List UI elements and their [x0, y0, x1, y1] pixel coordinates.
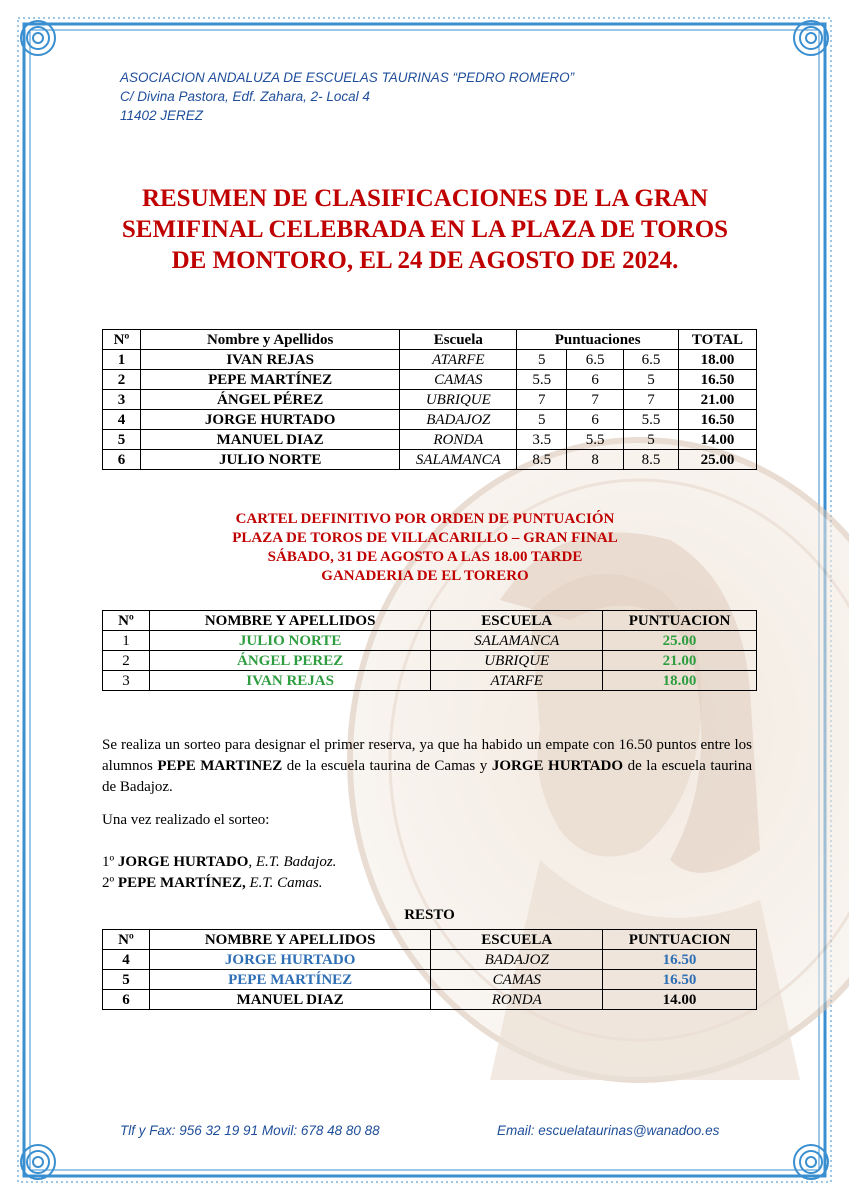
cell-n: 2 — [103, 370, 141, 390]
text-span: , — [248, 854, 256, 870]
text-span: PEPE MARTÍNEZ, — [117, 875, 246, 891]
cell-n: 4 — [103, 410, 141, 430]
cell-school: UBRIQUE — [400, 390, 517, 410]
text-span: PEPE MARTINEZ — [157, 758, 283, 774]
cell-total: 25.00 — [679, 450, 757, 470]
cell-score: 16.50 — [603, 950, 757, 970]
cell-school: RONDA — [400, 430, 517, 450]
cell-name: MANUEL DIAZ — [140, 430, 399, 450]
cell-total: 21.00 — [679, 390, 757, 410]
table-row — [103, 370, 757, 390]
table-row — [103, 631, 757, 651]
cell-total: 14.00 — [679, 430, 757, 450]
cell-name: JULIO NORTE — [149, 631, 430, 651]
table-row — [103, 671, 757, 691]
text-span: 2º — [102, 875, 118, 891]
cell-school: CAMAS — [431, 970, 603, 990]
cell-name: MANUEL DIAZ — [149, 990, 430, 1010]
cell-score: 7 — [517, 390, 567, 410]
resto-header-row — [103, 930, 757, 950]
cell-n: 1 — [103, 631, 150, 651]
cell-name: JORGE HURTADO — [140, 410, 399, 430]
association-city: 11402 JEREZ — [120, 108, 204, 123]
col-header-scores: Puntuaciones — [517, 330, 679, 350]
col-header-school: ESCUELA — [431, 611, 603, 631]
cell-name: JULIO NORTE — [140, 450, 399, 470]
cell-name: IVAN REJAS — [149, 671, 430, 691]
table-row — [103, 350, 757, 370]
title-line-1: RESUMEN DE CLASIFICACIONES DE LA GRAN — [141, 185, 709, 212]
draw-results — [102, 852, 752, 894]
cell-name: ÁNGEL PÉREZ — [140, 390, 399, 410]
cell-score: 5 — [624, 370, 679, 390]
table-row — [103, 651, 757, 671]
cell-score: 6 — [567, 410, 624, 430]
col-header-n: Nº — [103, 330, 141, 350]
cell-score: 7 — [624, 390, 679, 410]
title-line-2: SEMIFINAL CELEBRADA EN LA PLAZA DE TOROS — [121, 216, 729, 243]
table-row — [103, 410, 757, 430]
cell-score: 5.5 — [567, 430, 624, 450]
page-title — [100, 183, 750, 276]
text-span: 1º — [102, 854, 118, 870]
col-header-total: TOTAL — [679, 330, 757, 350]
cell-name: IVAN REJAS — [140, 350, 399, 370]
cartel-line-4: GANADERIA DE EL TORERO — [321, 568, 529, 584]
cell-score: 18.00 — [603, 671, 757, 691]
cell-score: 8 — [567, 450, 624, 470]
cell-score: 5 — [517, 410, 567, 430]
draw-result-1 — [102, 852, 752, 873]
footer-phone: Tlf y Fax: 956 32 19 91 Movil: 678 48 80 88 — [120, 1123, 380, 1138]
cell-name: PEPE MARTÍNEZ — [140, 370, 399, 390]
cell-score: 5.5 — [517, 370, 567, 390]
cartel-line-1: CARTEL DEFINITIVO POR ORDEN DE PUNTUACIÓN — [235, 511, 615, 527]
letterhead — [120, 68, 574, 125]
col-header-name: Nombre y Apellidos — [140, 330, 399, 350]
cell-score: 6.5 — [567, 350, 624, 370]
cartel-table — [102, 610, 757, 691]
footer-email: Email: escuelataurinas@wanadoo.es — [497, 1123, 720, 1138]
cell-score: 3.5 — [517, 430, 567, 450]
results-header-row — [103, 330, 757, 350]
cell-name: ÁNGEL PEREZ — [149, 651, 430, 671]
cell-score: 6 — [567, 370, 624, 390]
cell-school: ATARFE — [400, 350, 517, 370]
col-header-score: PUNTUACION — [603, 930, 757, 950]
cell-score: 8.5 — [624, 450, 679, 470]
cell-school: UBRIQUE — [431, 651, 603, 671]
resto-table — [102, 929, 757, 1010]
cell-name: PEPE MARTÍNEZ — [149, 970, 430, 990]
cell-score: 14.00 — [603, 990, 757, 1010]
cell-school: SALAMANCA — [400, 450, 517, 470]
cell-score: 5 — [624, 430, 679, 450]
table-row — [103, 430, 757, 450]
cell-school: RONDA — [431, 990, 603, 1010]
cell-n: 2 — [103, 651, 150, 671]
table-row — [103, 950, 757, 970]
draw-result-2 — [102, 873, 752, 894]
cell-school: BADAJOZ — [400, 410, 517, 430]
results-table — [102, 329, 757, 470]
cartel-line-2: PLAZA DE TOROS DE VILLACARILLO – GRAN FINAL — [232, 530, 618, 546]
text-span: JORGE HURTADO — [491, 758, 624, 774]
col-header-school: Escuela — [400, 330, 517, 350]
col-header-name: NOMBRE Y APELLIDOS — [149, 930, 430, 950]
cartel-header-row — [103, 611, 757, 631]
col-header-n: Nº — [103, 930, 150, 950]
cell-n: 1 — [103, 350, 141, 370]
table-row — [103, 990, 757, 1010]
text-span: E.T. Badajoz. — [255, 854, 337, 870]
col-header-name: NOMBRE Y APELLIDOS — [149, 611, 430, 631]
cell-school: CAMAS — [400, 370, 517, 390]
cell-n: 3 — [103, 390, 141, 410]
text-span: JORGE HURTADO — [117, 854, 249, 870]
table-row — [103, 970, 757, 990]
table-row — [103, 450, 757, 470]
cell-n: 6 — [103, 990, 150, 1010]
cell-score: 5 — [517, 350, 567, 370]
cell-score: 25.00 — [603, 631, 757, 651]
cell-school: SALAMANCA — [431, 631, 603, 651]
cell-total: 16.50 — [679, 410, 757, 430]
cell-name: JORGE HURTADO — [149, 950, 430, 970]
text-span: Se realiza un sorteo para designar el primer reserva, ya que ha habido un empate con 16.50 puntos entre los alumnos — [102, 737, 752, 774]
col-header-score: PUNTUACION — [603, 611, 757, 631]
association-address: C/ Divina Pastora, Edf. Zahara, 2- Local 4 — [120, 89, 370, 104]
text-span: de la escuela taurina de Camas y — [282, 758, 492, 774]
cell-total: 18.00 — [679, 350, 757, 370]
cell-score: 16.50 — [603, 970, 757, 990]
draw-intro: Una vez realizado el sorteo: — [102, 812, 270, 828]
cell-n: 3 — [103, 671, 150, 691]
cartel-heading — [100, 510, 750, 586]
resto-heading: RESTO — [404, 907, 455, 923]
text-span: E.T. Camas. — [249, 875, 323, 891]
cell-total: 16.50 — [679, 370, 757, 390]
text-span: de la escuela taurina de Badajoz. — [102, 758, 752, 795]
draw-explanation — [102, 735, 752, 798]
col-header-n: Nº — [103, 611, 150, 631]
cartel-line-3: SÁBADO, 31 DE AGOSTO A LAS 18.00 TARDE — [267, 549, 583, 565]
cell-score: 5.5 — [624, 410, 679, 430]
cell-score: 8.5 — [517, 450, 567, 470]
table-row — [103, 390, 757, 410]
cell-school: BADAJOZ — [431, 950, 603, 970]
col-header-school: ESCUELA — [431, 930, 603, 950]
cell-score: 21.00 — [603, 651, 757, 671]
cell-n: 6 — [103, 450, 141, 470]
cell-n: 4 — [103, 950, 150, 970]
association-name: ASOCIACION ANDALUZA DE ESCUELAS TAURINAS “PEDRO ROMERO” — [120, 70, 575, 85]
cell-score: 6.5 — [624, 350, 679, 370]
title-line-3: DE MONTORO, EL 24 DE AGOSTO DE 2024. — [171, 247, 679, 274]
cell-score: 7 — [567, 390, 624, 410]
cell-n: 5 — [103, 970, 150, 990]
cell-n: 5 — [103, 430, 141, 450]
cell-school: ATARFE — [431, 671, 603, 691]
